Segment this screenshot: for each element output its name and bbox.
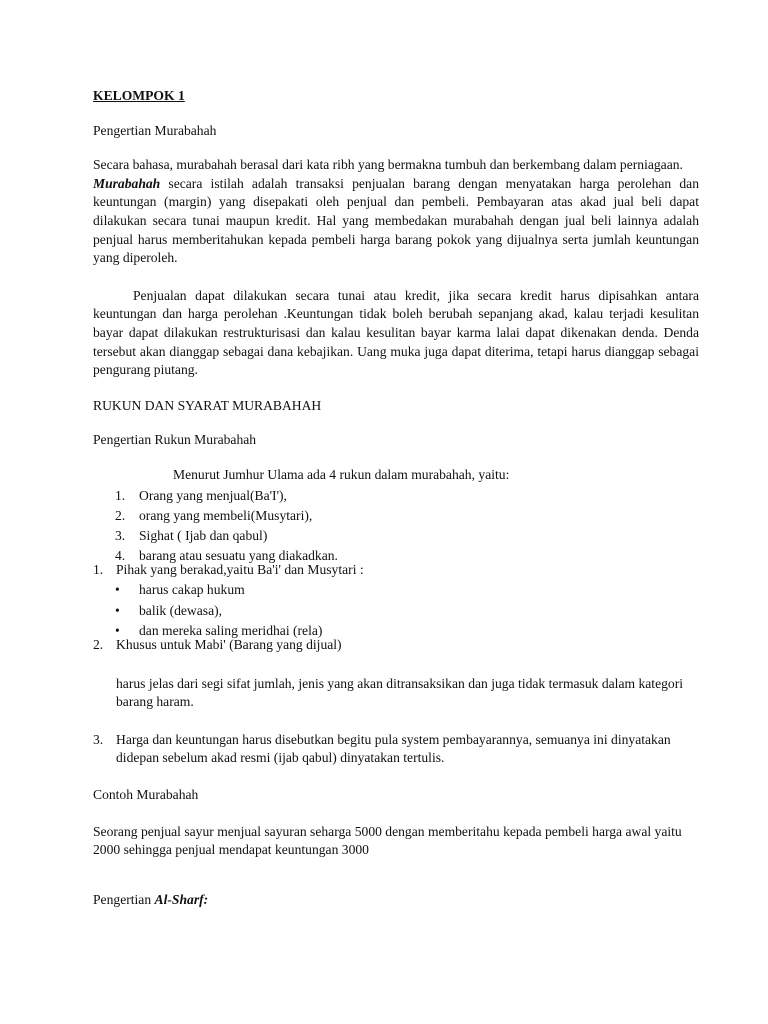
list-item: • harus cakap hukum: [115, 582, 245, 598]
syarat-list: [93, 561, 699, 581]
syarat-list-3: [93, 731, 699, 768]
list-item: 4. barang atau sesuatu yang diakadkan.: [115, 548, 338, 564]
syarat-item-1: 1. Pihak yang berakad,yaitu Ba'i' dan Musytari :: [93, 562, 364, 578]
document-title: KELOMPOK 1: [93, 88, 185, 103]
term-al-sharf: Al-Sharf:: [154, 891, 209, 907]
paragraph-contoh: Seorang penjual sayur menjual sayuran seharga 5000 dengan memberitahu kepada pembeli harga awal yaitu 2000 sehingga penjual mendapat keuntungan 3000: [93, 823, 682, 858]
paragraph-penjualan: Penjualan dapat dilakukan secara tunai atau kredit, jika secara kredit harus dipisahkan antara keuntungan dan harga perolehan .Keuntungan tidak boleh berubah sepanjang akad, kalau terjadi kesulitan bayar dapat dilakukan restrukturisasi dan kalau kesulitan bayar karma lalai dapat dikenakan denda. Denda tersebut akan dianggap sebagai dana kebajikan. Uang muka juga dapat diterima, tetapi harus dianggap sebagai pengurang piutang.: [93, 287, 699, 378]
list-item: 2. orang yang membeli(Musytari),: [115, 507, 313, 523]
term-murabahah: Murabahah: [93, 175, 161, 191]
syarat-list-2: [93, 636, 699, 655]
list-item: 1. Orang yang menjual(Ba'I'),: [115, 487, 287, 503]
paragraph-bahasa: Secara bahasa, murabahah berasal dari kata ribh yang bermakna tumbuh dan berkembang dalam perniagaan.: [93, 157, 683, 173]
rukun-list: [93, 487, 699, 562]
syarat2-paragraph: harus jelas dari segi sifat jumlah, jenis yang akan ditransaksikan dan juga tidak termasuk dalam kategori barang haram.: [116, 675, 683, 710]
syarat-item-3: 3. Harga dan keuntungan harus disebutkan begitu pula system pembayarannya, semuanya ini dinyatakan didepan sebelum akad resmi (ijab qabul) dinyatakan tertulis.: [93, 731, 671, 766]
heading-rukun-syarat: RUKUN DAN SYARAT MURABAHAH: [93, 397, 322, 413]
document-body: [93, 83, 699, 909]
list-item: • balik (dewasa),: [115, 602, 223, 618]
heading-pengertian-murabahah: Pengertian Murabahah: [93, 122, 217, 138]
heading-pengertian-al-sharf: Pengertian Al-Sharf:: [93, 891, 209, 907]
paragraph-istilah: [93, 175, 699, 268]
syarat1-bullets: [93, 581, 699, 636]
rukun-intro: Menurut Jumhur Ulama ada 4 rukun dalam murabahah, yaitu:: [173, 466, 510, 482]
heading-contoh-murabahah: Contoh Murabahah: [93, 786, 199, 802]
paragraph-istilah-text: secara istilah adalah transaksi penjualan barang dengan menyatakan harga perolehan dan keuntungan (margin) yang disepakati oleh penjual dan pembeli. Pembayaran atas akad jual beli dapat dilakukan secara tunai maupun kredit. Hal yang membedakan murabahah dengan jual beli lainnya adalah penjual harus memberitahukan kepada pembeli harga barang pokok yang dijualnya serta jumlah keuntungan yang diperoleh.: [93, 175, 699, 266]
list-item: • dan mereka saling meridhai (rela): [115, 622, 323, 638]
syarat-item-2: 2. Khusus untuk Mabi' (Barang yang dijual): [93, 636, 342, 652]
heading-pengertian-rukun: Pengertian Rukun Murabahah: [93, 432, 257, 448]
list-item: 3. Sighat ( Ijab dan qabul): [115, 528, 268, 544]
